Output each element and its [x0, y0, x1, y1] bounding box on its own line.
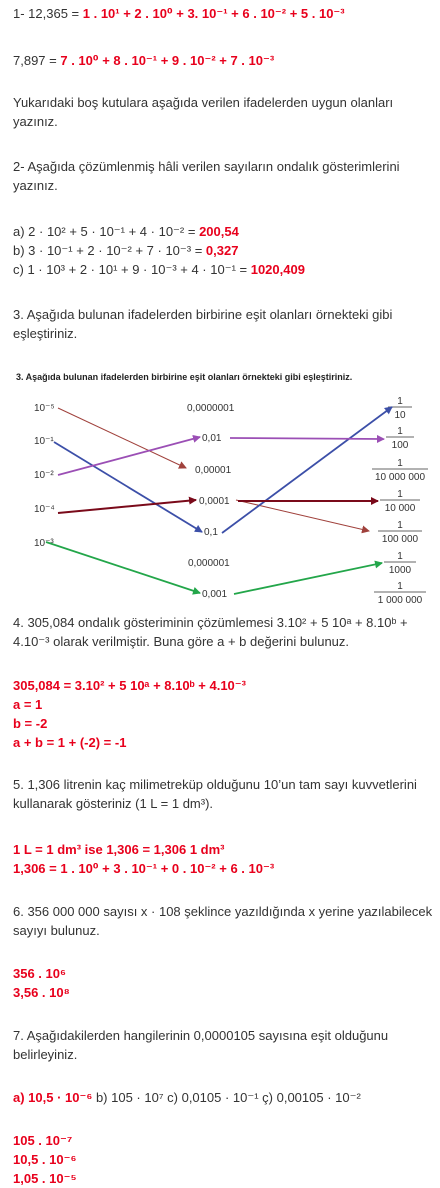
q4-answer-line-2: a = 1	[13, 697, 43, 712]
middle-item-4: 0,0001	[199, 496, 230, 507]
fraction-4-denominator: 10 000	[384, 503, 416, 514]
middle-item-3: 0,00001	[195, 465, 232, 476]
q5-answer-line-1: 1 L = 1 dm³ ise 1,306 = 1,306 1 dm³	[13, 842, 225, 857]
question-2-title: 2- Aşağıda çözümlenmiş hâli verilen sayıların ondalık gösterimlerini yazınız.	[13, 159, 400, 193]
fraction-6	[384, 551, 416, 576]
example-line-1	[13, 4, 434, 23]
fraction-2	[386, 426, 414, 451]
q4-answer-line-3: b = -2	[13, 716, 48, 731]
fraction-7-denominator: 1 000 000	[377, 595, 423, 606]
arrow-left5-to-middle7	[46, 542, 200, 593]
matching-diagram	[12, 367, 436, 607]
fraction-4	[380, 489, 420, 514]
example-line-2	[13, 51, 434, 70]
fraction-5-denominator: 100 000	[381, 534, 419, 545]
q6-answer-line-2: 3,56 . 10⁸	[13, 985, 70, 1000]
middle-item-6: 0,000001	[188, 558, 230, 569]
q7-answer-line-1: 105 . 10⁻⁷	[13, 1133, 73, 1148]
arrow-left3-to-middle2	[58, 437, 200, 475]
arrow-middle7-to-fraction6	[234, 563, 382, 594]
question-7-title: 7. Aşağıdakilerden hangilerinin 0,0000105 sayısına eşit olduğunu belirleyiniz.	[13, 1028, 389, 1062]
question-4-title: 4. 305,084 ondalık gösteriminin çözümlemesi 3.10² + 5 10ᵃ + 8.10ᵇ + 4.10⁻³ olarak verilmiştir. Buna göre a + b değerini bulunuz.	[13, 615, 408, 649]
middle-item-5: 0,1	[204, 527, 218, 538]
q2-a-answer: 200,54	[199, 224, 239, 239]
q7-other-options: b) 105 · 10⁷ c) 0,0105 · 10⁻¹ ç) 0,00105 · 10⁻²	[92, 1090, 361, 1105]
question-7-options	[13, 1088, 434, 1107]
q2-b-expression: b) 3 · 10⁻¹ + 2 · 10⁻² + 7 · 10⁻³ =	[13, 243, 206, 258]
question-5-title: 5. 1,306 litrenin kaç milimetreküp olduğunu 10’un tam sayı kuvvetlerini kullanarak gösteriniz (1 L = 1 dm³).	[13, 777, 417, 811]
arrow-middle2-to-fraction2	[230, 438, 384, 439]
q2-c-expression: c) 1 · 10³ + 2 · 10¹ + 9 · 10⁻³ + 4 · 10⁻¹ =	[13, 262, 251, 277]
fraction-1	[388, 396, 412, 421]
left-item-1: 10⁻⁵	[34, 403, 55, 414]
middle-item-7: 0,001	[202, 589, 228, 600]
fraction-2-denominator: 100	[391, 440, 409, 451]
q6-answer-line-1: 356 . 10⁶	[13, 966, 66, 981]
q4-answer-line-1: 305,084 = 3.10² + 5 10ᵃ + 8.10ᵇ + 4.10⁻³	[13, 678, 246, 693]
fraction-3-denominator: 10 000 000	[374, 472, 426, 483]
arrow-middle5-to-fraction1	[222, 407, 392, 533]
q2-c-answer: 1020,409	[250, 262, 305, 277]
q7-answer-line-3: 1,05 . 10⁻⁵	[13, 1171, 77, 1186]
fraction-5	[378, 520, 422, 545]
arrow-left4-to-middle4	[58, 500, 196, 513]
fraction-3-numerator: 1	[397, 458, 403, 469]
example-2-number: 7,897 =	[13, 53, 61, 68]
question-6-title: 6. 356 000 000 sayısı x · 108 şeklince yazıldığında x yerine yazılabilecek sayıyı bulunuz.	[13, 904, 433, 938]
fraction-7-numerator: 1	[397, 581, 403, 592]
fraction-6-denominator: 1000	[388, 565, 412, 576]
q2-a-expression: a) 2 · 10² + 5 · 10⁻¹ + 4 · 10⁻² =	[13, 224, 200, 239]
example-1-expansion: 1 . 10¹ + 2 . 10⁰ + 3. 10⁻¹ + 6 . 10⁻² + 5 . 10⁻³	[82, 6, 345, 21]
q7-option-a: a) 10,5 · 10⁻⁶	[13, 1090, 93, 1105]
left-item-2: 10⁻¹	[34, 436, 54, 447]
question-2-item-b	[13, 241, 434, 260]
fraction-6-numerator: 1	[397, 551, 403, 562]
question-2-item-c	[13, 260, 434, 279]
fraction-1-denominator: 10	[394, 410, 406, 421]
left-item-5: 10⁻³	[34, 538, 54, 549]
arrow-left1-to-middle3	[58, 408, 186, 468]
q7-answer-line-2: 10,5 . 10⁻⁶	[13, 1152, 77, 1167]
q5-answer-line-2: 1,306 = 1 . 10⁰ + 3 . 10⁻¹ + 0 . 10⁻² + 6 . 10⁻³	[13, 861, 275, 876]
question-3-title: 3. Aşağıda bulunan ifadelerden birbirine eşit olanları örnekteki gibi eşleştiriniz.	[13, 307, 393, 341]
fraction-3	[372, 458, 428, 483]
left-item-4: 10⁻⁴	[34, 504, 55, 515]
instruction-text: Yukarıdaki boş kutulara aşağıda verilen ifadelerden uygun olanları yazınız.	[13, 95, 394, 129]
diagram-title: 3. Aşağıda bulunan ifadelerden birbirine eşit olanları örnekteki gibi eşleştiriniz.	[16, 372, 353, 382]
middle-item-1: 0,0000001	[187, 403, 235, 414]
middle-item-2: 0,01	[202, 433, 222, 444]
question-2-item-a	[13, 222, 434, 241]
example-1-number: 1- 12,365 =	[13, 6, 83, 21]
fraction-4-numerator: 1	[397, 489, 403, 500]
q4-answer-line-4: a + b = 1 + (-2) = -1	[13, 735, 127, 750]
left-item-3: 10⁻²	[34, 470, 54, 481]
fraction-7	[374, 581, 426, 606]
fraction-5-numerator: 1	[397, 520, 403, 531]
example-2-expansion: 7 . 10⁰ + 8 . 10⁻¹ + 9 . 10⁻² + 7 . 10⁻³	[60, 53, 275, 68]
fraction-1-numerator: 1	[397, 396, 403, 407]
arrow-middle4-to-fraction5	[236, 500, 369, 531]
q2-b-answer: 0,327	[205, 243, 239, 258]
fraction-2-numerator: 1	[397, 426, 403, 437]
